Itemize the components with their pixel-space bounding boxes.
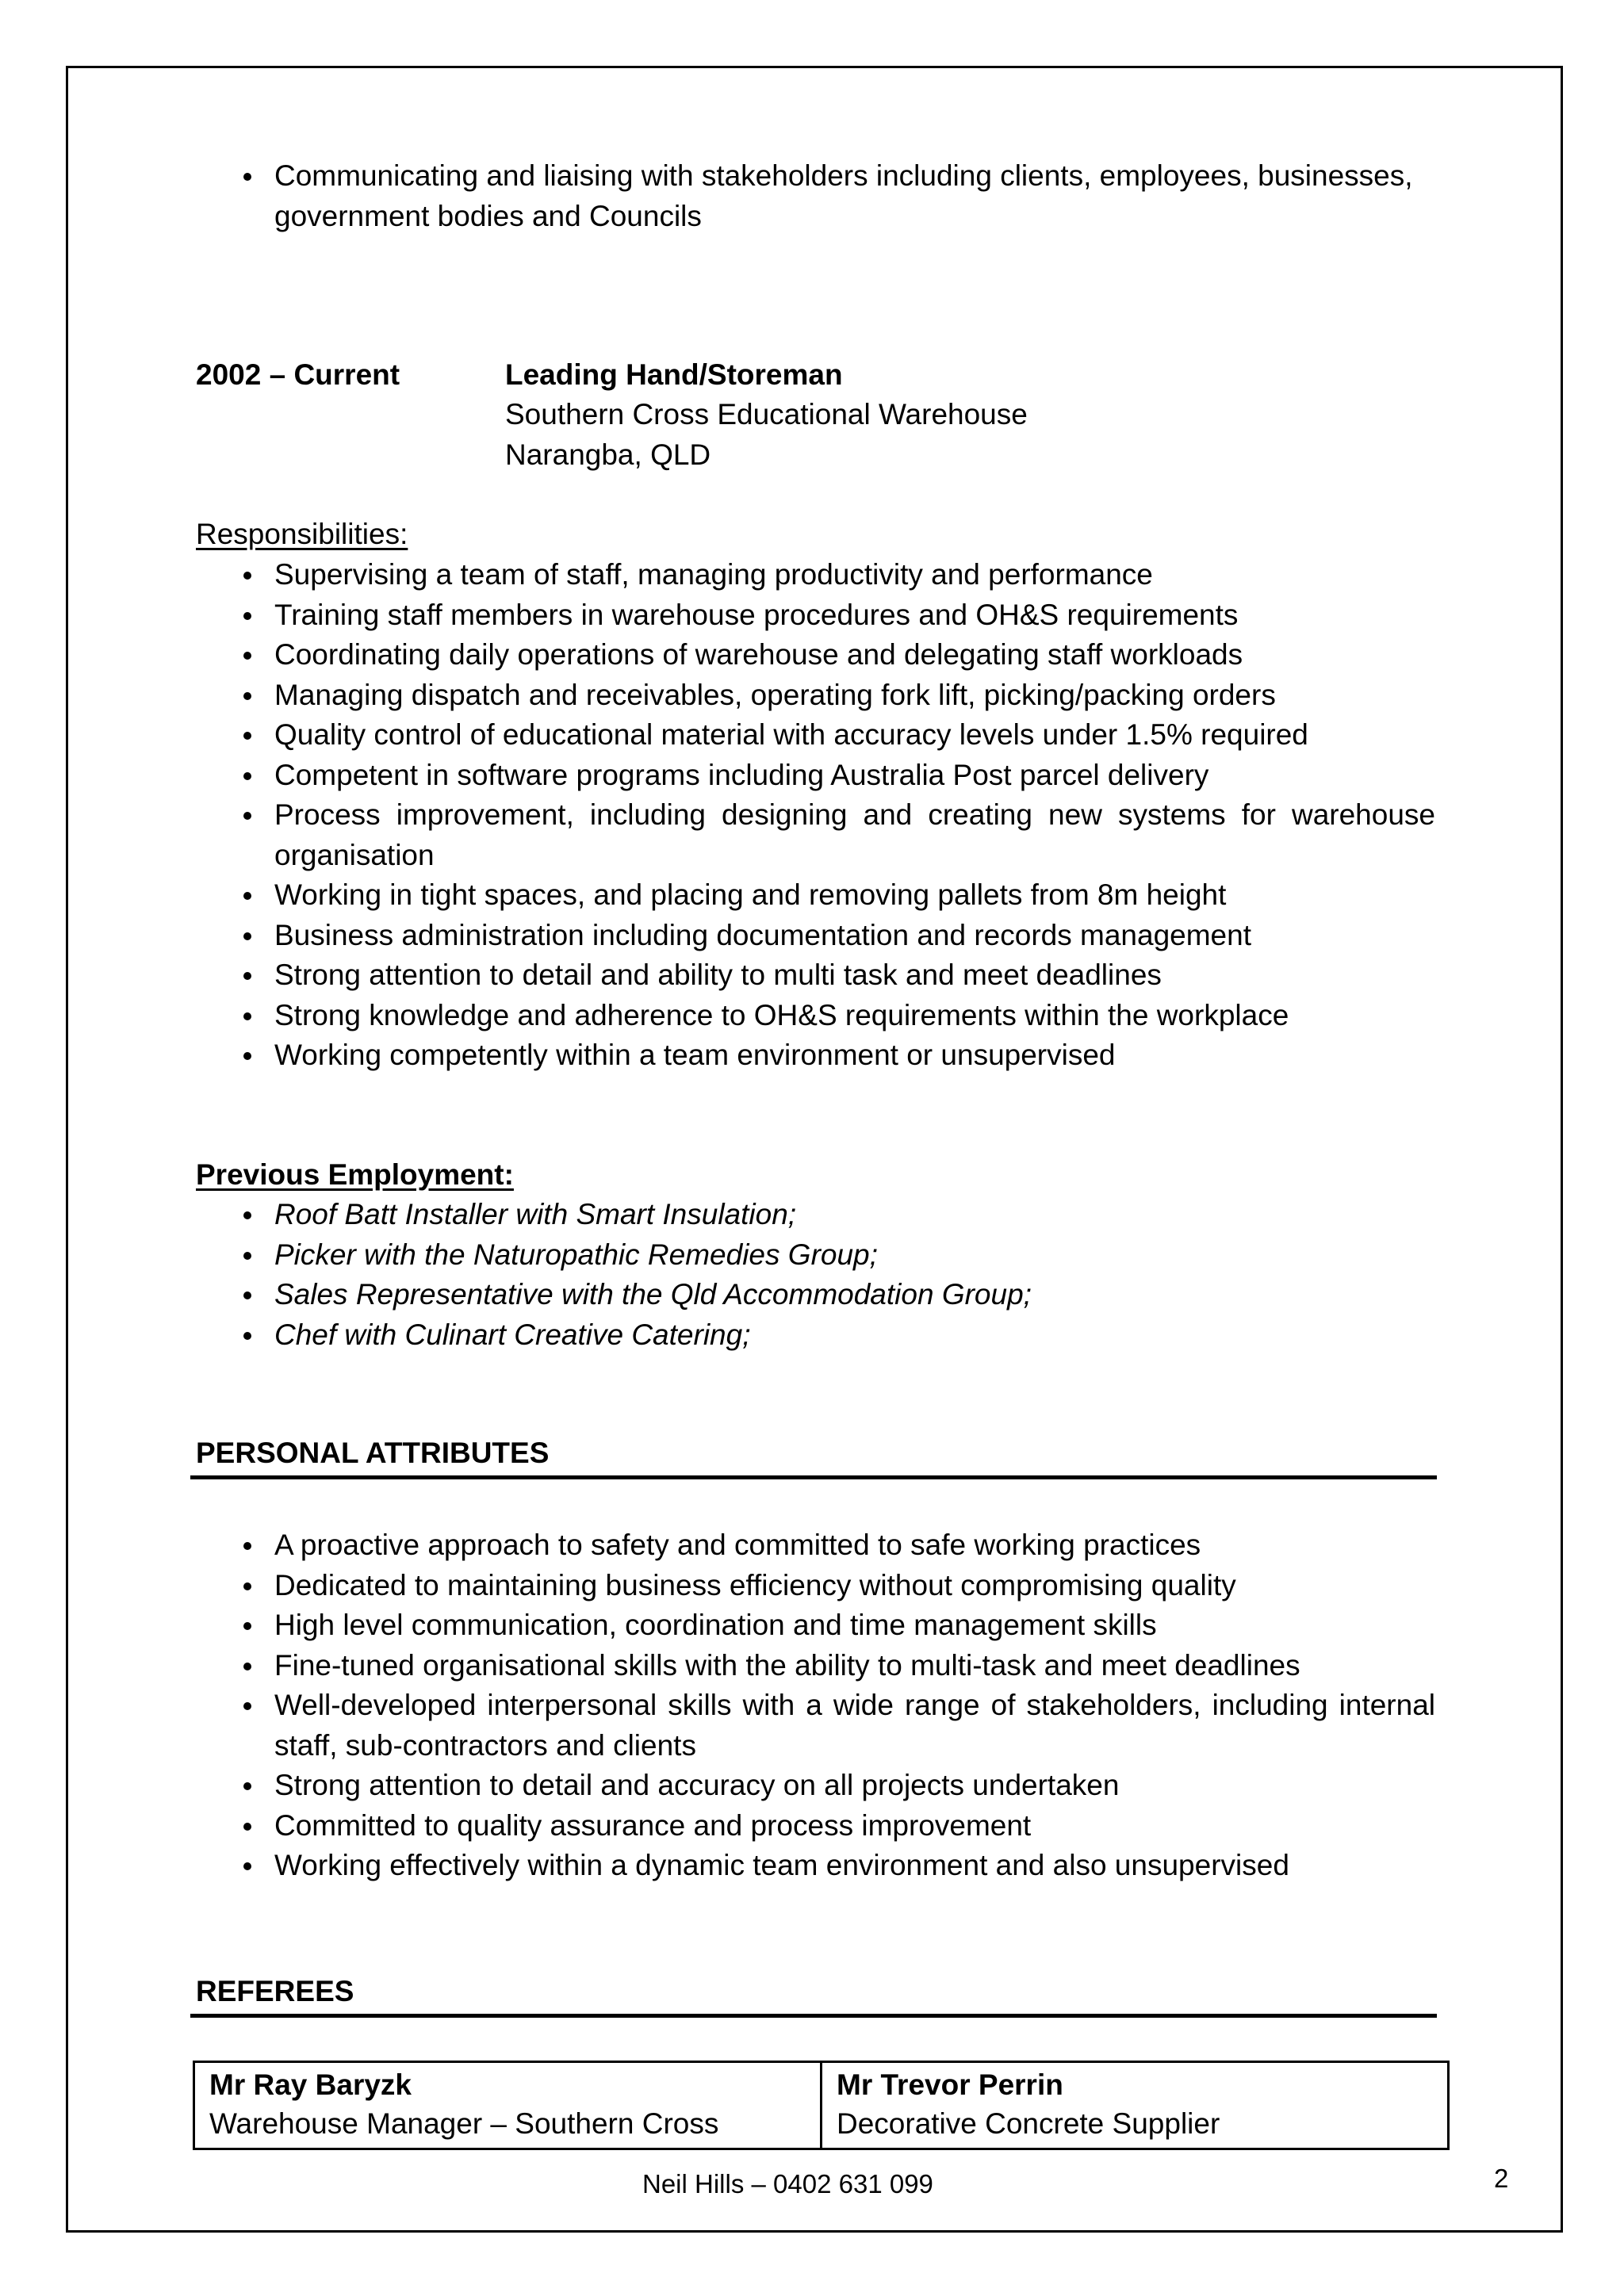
list-item: Strong attention to detail and accuracy on all projects undertaken [196,1766,1435,1806]
job-title: Leading Hand/Storeman [505,358,843,391]
footer-contact: Neil Hills – 0402 631 099 [642,2169,933,2198]
referees-heading: REFEREES [196,1975,354,2007]
intro-bullet-list [196,156,1435,236]
personal-attributes-list [196,1525,1435,1886]
responsibilities-list [196,555,1435,1076]
list-item: Business administration including documentation and records management [196,916,1435,956]
job-company: Southern Cross Educational Warehouse [505,398,1028,430]
list-item: Committed to quality assurance and process improvement [196,1806,1435,1846]
list-item: A proactive approach to safety and committed to safe working practices [196,1525,1435,1566]
previous-employment-list [196,1195,1435,1355]
section-divider [190,1475,1437,1479]
referees-table [193,2061,1450,2150]
list-item: Coordinating daily operations of warehouse and delegating staff workloads [196,635,1435,675]
referee-name: Mr Ray Baryzk [209,2068,412,2101]
list-item: High level communication, coordination and time management skills [196,1605,1435,1646]
list-item: Training staff members in warehouse procedures and OH&S requirements [196,595,1435,636]
responsibilities-label: Responsibilities: [196,518,408,550]
referee-cell [194,2062,822,2149]
previous-employment-label: Previous Employment: [196,1158,514,1191]
page-number: 2 [1494,2164,1509,2193]
list-item: Roof Batt Installer with Smart Insulation; [196,1195,1435,1235]
list-item: Managing dispatch and receivables, operating fork lift, picking/packing orders [196,675,1435,716]
referee-role: Decorative Concrete Supplier [837,2107,1220,2140]
job-dates: 2002 – Current [196,358,400,391]
list-item: Working effectively within a dynamic team environment and also unsupervised [196,1846,1435,1886]
section-divider [190,2014,1437,2018]
list-item: Communicating and liaising with stakeholders including clients, employees, businesses, government bodies and Councils [196,156,1435,236]
list-item: Sales Representative with the Qld Accommodation Group; [196,1275,1435,1315]
list-item: Supervising a team of staff, managing productivity and performance [196,555,1435,595]
referee-name: Mr Trevor Perrin [837,2068,1063,2101]
list-item: Working in tight spaces, and placing and removing pallets from 8m height [196,875,1435,916]
referee-cell [822,2062,1449,2149]
list-item: Strong attention to detail and ability to multi task and meet deadlines [196,955,1435,996]
list-item: Quality control of educational material with accuracy levels under 1.5% required [196,715,1435,756]
list-item: Working competently within a team environment or unsupervised [196,1035,1435,1076]
list-item: Competent in software programs including Australia Post parcel delivery [196,756,1435,796]
list-item: Picker with the Naturopathic Remedies Group; [196,1235,1435,1276]
list-item: Strong knowledge and adherence to OH&S requirements within the workplace [196,996,1435,1036]
table-row [194,2062,1449,2149]
list-item: Fine-tuned organisational skills with the ability to multi-task and meet deadlines [196,1646,1435,1686]
list-item: Dedicated to maintaining business efficiency without compromising quality [196,1566,1435,1606]
job-location: Narangba, QLD [505,438,711,471]
referee-role: Warehouse Manager – Southern Cross [209,2107,719,2140]
list-item: Well-developed interpersonal skills with a wide range of stakeholders, including internal staff, sub-contractors and clients [196,1686,1435,1766]
list-item: Process improvement, including designing and creating new systems for warehouse organisation [196,795,1435,875]
list-item: Chef with Culinart Creative Catering; [196,1315,1435,1356]
personal-attributes-heading: PERSONAL ATTRIBUTES [196,1437,550,1469]
